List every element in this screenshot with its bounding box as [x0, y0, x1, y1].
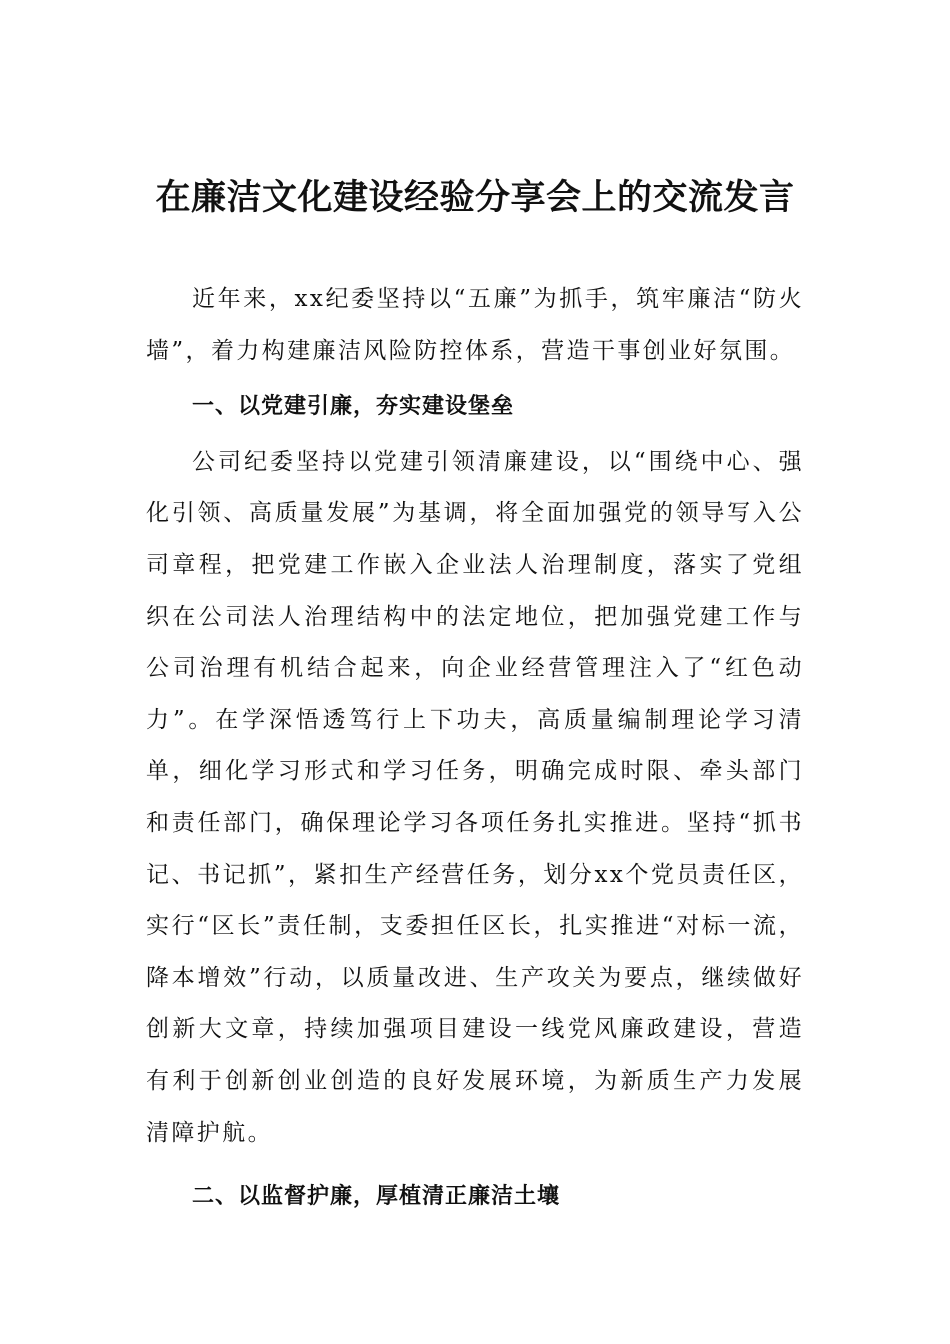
document-title: 在廉洁文化建设经验分享会上的交流发言	[155, 177, 795, 218]
intro-paragraph: 近年来，xx纪委坚持以“五廉”为抓手，筑牢廉洁“防火墙”，着力构建廉洁风险防控体系，营造干事创业好氛围。	[146, 286, 804, 364]
document-body	[146, 274, 804, 1223]
section-2-heading: 二、以监督护廉，厚植清正廉洁土壤	[192, 1184, 561, 1210]
spacer	[146, 1159, 804, 1171]
section-1-paragraph: 公司纪委坚持以党建引领清廉建设，以“围绕中心、强化引领、高质量发展”为基调，将全面加强党的领导写入公司章程，把党建工作嵌入企业法人治理制度，落实了党组织在公司法人治理结构中的法定地位，把加强党建工作与公司治理有机结合起来，向企业经营管理注入了“红色动力”。在学深悟透笃行上下功夫，高质量编制理论学习清单，细化学习形式和学习任务，明确完成时限、牵头部门和责任部门，确保理论学习各项任务扎实推进。坚持“抓书记、书记抓”，紧扣生产经营任务，划分xx个党员责任区，实行“区长”责任制，支委担任区长，扎实推进“对标一流，降本增效”行动，以质量改进、生产攻关为要点，继续做好创新大文章，持续加强项目建设一线党风廉政建设，营造有利于创新创业创造的良好发展环境，为新质生产力发展清障护航。	[146, 448, 804, 1146]
section-1-heading: 一、以党建引廉，夯实建设堡垒	[192, 394, 515, 420]
